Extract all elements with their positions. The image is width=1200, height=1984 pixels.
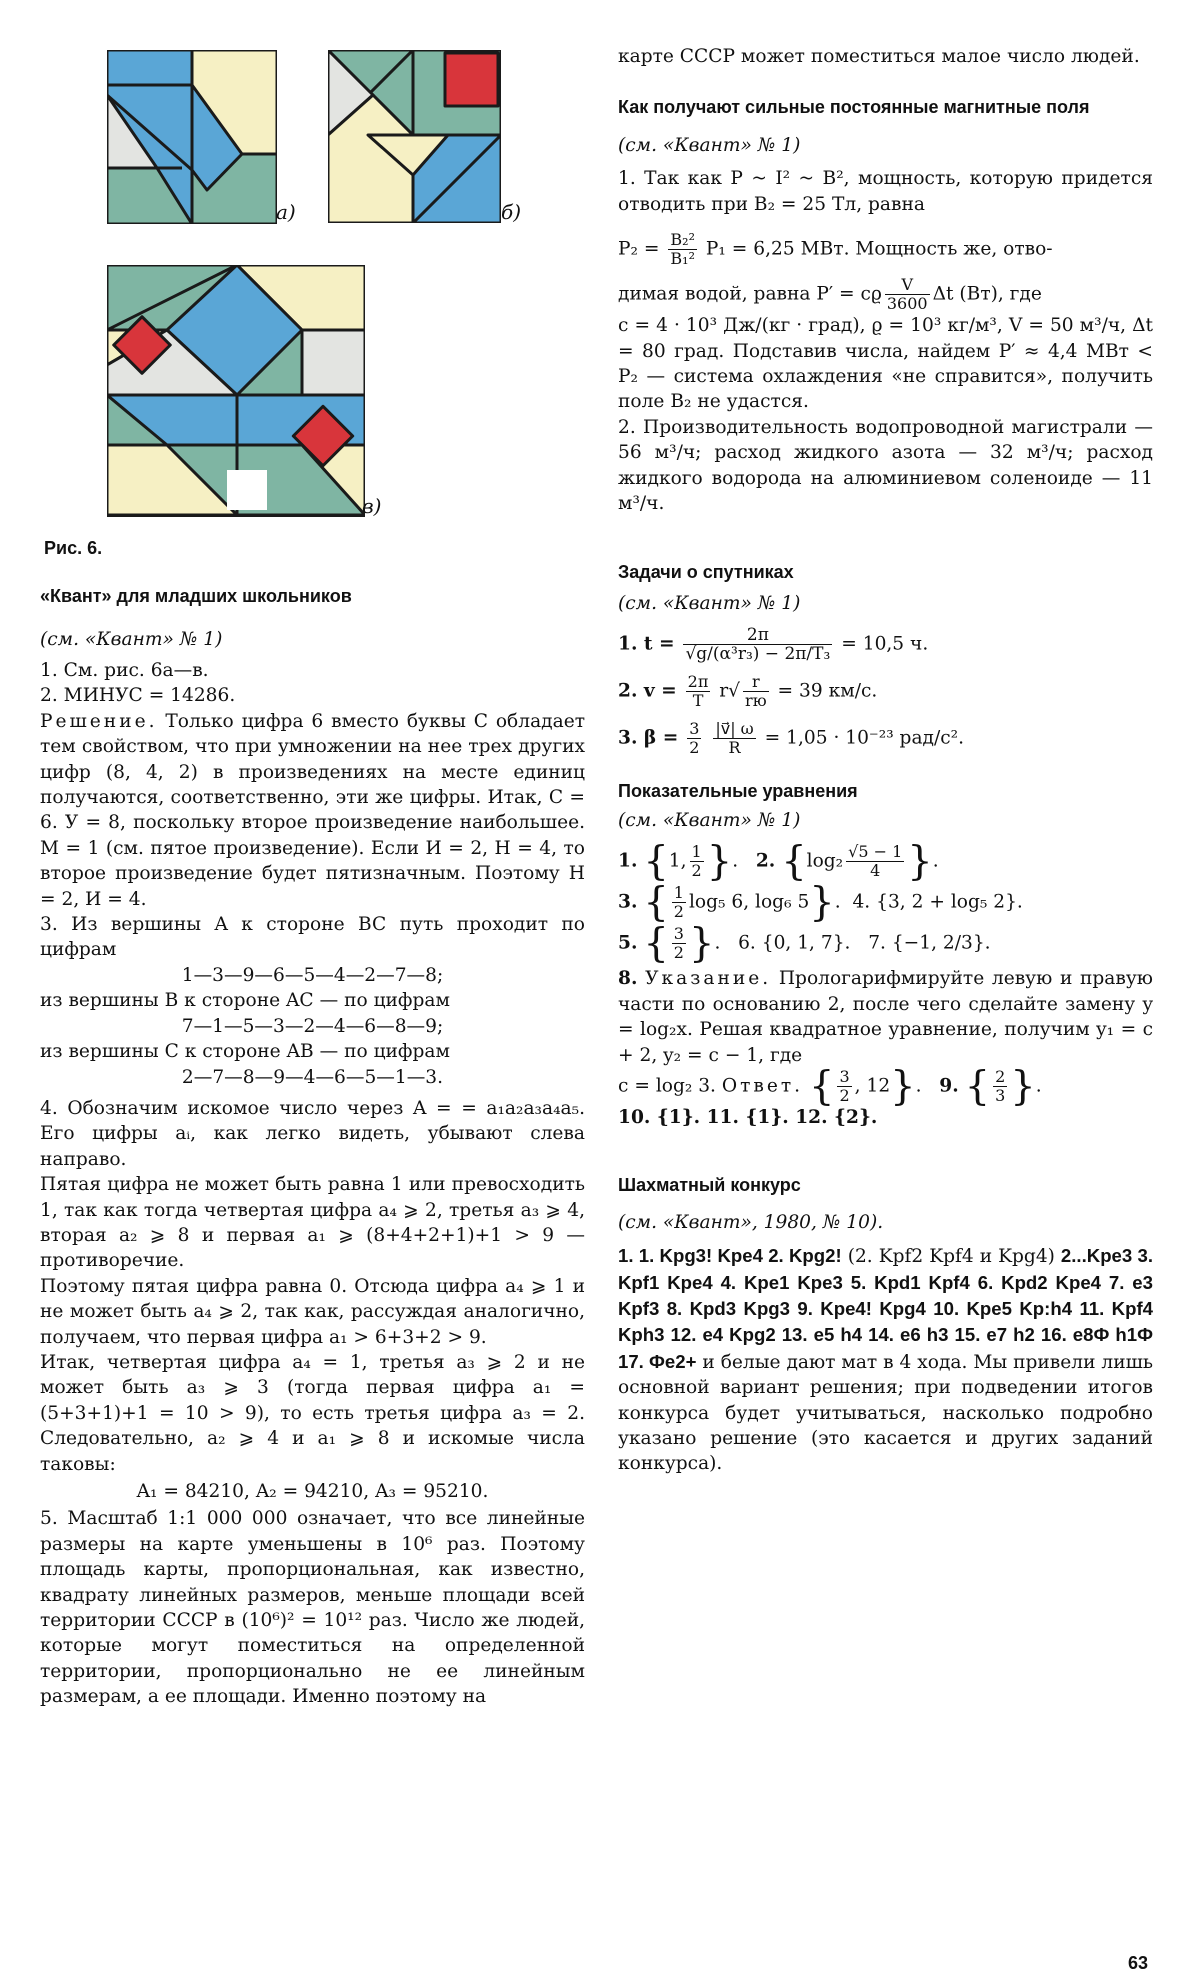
exp3-num: 3. [618,891,638,913]
sat3-num1: 3 [689,719,700,739]
exp8-fnum: 3 [839,1067,850,1087]
figure-c-label: в) [362,494,382,518]
sat2-rden: rю [745,691,767,711]
exp1-num: 1. [618,850,638,872]
exp2-fraction [846,843,904,880]
exp3-rest: log₅ 6, log₆ 5 [688,891,810,913]
answer-word: Ответ. [721,1075,804,1097]
ref-kvant-1: (см. «Квант» № 1) [40,629,223,650]
sat1-num: 2π [683,626,832,645]
exp5-fnum: 3 [673,924,684,944]
sat2-fraction [686,673,711,710]
satellite-1 [618,626,1153,663]
section-title-satellites: Задачи о спутниках [618,562,794,583]
path-1: 1—3—9—6—5—4—2—7—8; [181,964,444,986]
exp5-fraction [672,925,686,962]
exp-row-1: 1. {1, $\frac{1}{2}$ }. 2. {log₂ $\frac{√5 - 1}{4}$ }. [618,838,939,885]
exp4: 4. {3, 2 + log₅ 2}. [852,891,1023,913]
right-column [618,44,1153,1477]
close-brace-icon: } [809,879,835,926]
ref-exponential: (см. «Квант» № 1) [618,810,801,832]
chess-aside: (2. Kpf2 Kpf4 и Kpg4) [847,1246,1055,1268]
chess-moves-2: 2...Kpe3 3. Kpf1 Kpe4 4. Kpe1 Kpe3 5. Kpd1 Kpf4 6. Kpd2 Kpe4 7. e3 Kpf3 8. Kpd3 Kpg3 9. Kpe4! Kpg4 10. Kpe5 Kp:h4 11. Kpf4 Kph3 12. e4 Kpg2 13. e5 h4 14. e6 h3 15. e7 h2 16. e8Ф h1Ф 17. Фe2+ [618,1245,1153,1372]
exp2-fden: 4 [870,861,881,881]
close-brace-icon: } [688,920,715,967]
sat2-rnum: r [743,673,769,692]
answer-4: 4. Обозначим искомое число через A = = a₁a₂a₃a₄a₅. Его цифры aᵢ, как легко видеть, убывают слева направо. [40,1097,585,1170]
exp-row-2: 3. { $\frac{1}{2}$ log₅ 6, log₆ 5}. 4. {3, 2 + log₅ 2}. [618,879,1023,926]
open-brace-icon: { [643,879,669,926]
close-brace-icon: } [1010,1063,1036,1110]
close-brace-icon: } [706,838,733,885]
answer-4-digit3: Итак, четвертая цифра a₄ = 1, третья a₃ ⩾ 2 и не может быть a₃ ⩾ 3 (тогда первая цифра a₁ = (5+3+1)+1 = 10 > 9), то есть третья цифра a₃ = 2. Следовательно, a₂ ⩾ 4 и a₁ ⩾ 8 и искомые числа таковы: [40,1351,585,1475]
path-2-intro: из вершины B к стороне AC — по цифрам [40,990,450,1012]
answer-4-results: A₁ = 84210, A₂ = 94210, A₃ = 95210. [136,1481,489,1502]
magnetic-formula-p2 [618,231,1153,268]
answer-3: 3. Из вершины A к стороне BC путь проходит по цифрам [40,914,585,961]
answer-1: 1. См. рис. 6а—в. [40,660,209,681]
exp1-a: 1, [668,850,687,872]
hint-c: c = log₂ 3. [618,1075,716,1097]
continued-text: карте СССР может поместиться малое число людей. [618,46,1140,67]
sat2-rhs: = 39 км/с. [777,680,878,702]
sat3-den1: 2 [689,738,700,758]
exp3-fden: 2 [673,902,684,922]
exp1-fden: 2 [691,861,702,881]
ref-satellites: (см. «Квант» № 1) [618,593,801,615]
exp9-fnum: 2 [995,1067,1006,1087]
exp-answer-row: c = log₂ 3. Ответ. { $\frac{3}{2}$ , 12}. 9. { $\frac{2}{3}$ }. [618,1063,1042,1110]
pprime-a: димая водой, равна P′ = cϱ [618,283,882,305]
exp-10-12: 10. {1}. 11. {1}. 12. {2}. [618,1107,878,1129]
figure-b-label: б) [501,200,522,224]
sat3-lhs: 3. β = [618,727,679,749]
sat3-fraction-2 [713,720,755,757]
hint-word: Указание. [645,968,772,990]
pprime-den: 3600 [886,294,928,314]
sat3-num2: |v⃗| ω [715,719,754,739]
figure-c [107,265,365,517]
open-brace-icon: { [964,1063,991,1110]
close-brace-icon: } [890,1063,916,1110]
chess-moves-1: 1. 1. Kpg3! Kpe4 2. Kpg2! [618,1245,842,1267]
ref-chess: (см. «Квант», 1980, № 10). [618,1212,884,1234]
exp3-fnum: 1 [673,883,684,903]
p2-den: B₁² [670,249,695,269]
exp8-fden: 2 [839,1086,850,1106]
page-number: 63 [1128,1953,1149,1973]
pprime-b: Δt (Вт), где [932,283,1042,305]
exp9-fden: 3 [995,1086,1006,1106]
close-brace-icon: } [907,838,933,885]
sat2-num: 2π [687,672,709,692]
exp2-log: log₂ [806,850,844,872]
exp9-fraction [993,1068,1007,1105]
solution-paragraph [40,709,585,912]
exp5-fden: 2 [673,943,684,963]
sat2-root-fraction [743,673,769,710]
answer-5: 5. Масштаб 1:1 000 000 означает, что все линейные размеры на карте уменьшены в 10⁶ раз. Поэтому площадь карты, пропорциональная, как известно, квадрату линейных размеров, меньше площади всей территории СССР в (10⁶)² = 10¹² раз. Число же людей, которые могут поместиться на определенной территории, пропорционально не ее линейным размерам, а ее площади. Именно поэтому на [40,1508,585,1708]
answer-4-digit4: Поэтому пятая цифра равна 0. Отсюда цифра a₄ ⩾ 1 и не может быть a₄ ⩾ 2, так как, рассуждая аналогично, получаем, что первая цифра a₁ > 6+3+2 > 9. [40,1275,585,1348]
sat2-mid: r√ [719,680,741,702]
path-3: 2—7—8—9—4—6—5—1—3. [181,1066,444,1088]
answer-2: 2. МИНУС = 14286. [40,685,236,707]
exp3-fraction [672,884,686,921]
chess-conclusion: и белые дают мат в 4 хода. Мы привели лишь основной вариант решения; при подведении итогов конкурса будет учитываться, насколько подробно указано решение (это касается и других заданий конкурса). [618,1351,1153,1475]
exp-row-3: 5. { $\frac{3}{2}$ }. 6. {0, 1, 7}. 7. {−1, 2/3}. [618,920,991,967]
section-title-magnetic: Как получают сильные постоянные магнитные поля [618,97,1090,118]
figure-a [107,50,277,224]
solution-word: Решение. [40,710,158,732]
answer-4-digit5: Пятая цифра не может быть равна 1 или превосходить 1, так как тогда четвертая цифра a₄ ⩾ 2, третья a₃ ⩾ 4, вторая a₂ ⩾ 8 и первая a₁ ⩾ (8+4+2+1)+1 > 9 — противоречие. [40,1174,585,1272]
magnetic-1: 1. Так как P ~ I² ~ B², мощность, которую придется отводить при B₂ = 25 Тл, равна [618,168,1153,215]
sat3-den2: R [728,738,741,758]
open-brace-icon: { [643,838,669,885]
exp6: 6. {0, 1, 7}. [738,932,851,954]
figure-a-label: а) [276,200,296,224]
path-2: 7—1—5—3—2—4—6—8—9; [181,1015,444,1037]
satellite-3 [618,720,1153,757]
exp-hint [618,966,1153,1068]
sat1-lhs: 1. t = [618,633,675,655]
exp7: 7. {−1, 2/3}. [868,932,991,954]
sat2-den: T [692,691,704,711]
magnetic-2: 2. Производительность водопроводной магистрали — 56 м³/ч; расход жидкого азота — 32 м³/ч; расход жидкого водорода на алюминиевом соленоиде — 11 м³/ч. [618,416,1153,515]
open-brace-icon: { [781,838,807,885]
hint-lead: 8. [618,968,638,990]
exp1-fnum: 1 [691,842,702,862]
exp8-fraction [837,1068,851,1105]
p2-num: B₂² [670,230,695,250]
exp9-num: 9. [939,1075,959,1097]
exp8-b: 12 [866,1075,891,1097]
hint-text: Прологарифмируйте левую и правую части по основанию 2, после чего сделайте замену y = log₂x. Решая квадратное уравнение, получим y₁ = c + 2, y₂ = c − 1, где [618,968,1153,1066]
open-brace-icon: { [809,1063,835,1110]
exp2-num: 2. [755,850,776,872]
section-title-exponential: Показательные уравнения [618,781,858,802]
p2-fraction [668,231,697,268]
sat2-lhs: 2. v = [618,680,677,702]
path-3-intro: из вершины C к стороне AB — по цифрам [40,1041,450,1063]
section-title-chess: Шахматный конкурс [618,1175,801,1196]
magnetic-formula-pprime [618,276,1153,313]
satellite-2 [618,673,1153,710]
pprime-fraction [885,276,930,313]
left-column [40,586,585,1710]
p2-rest: P₁ = 6,25 МВт. Мощность же, отво- [705,238,1053,260]
figure-b [328,50,501,223]
exp5-num: 5. [618,932,638,954]
figure-caption: Рис. 6. [44,538,103,558]
sat1-den: √g/(α³r₃) − 2π/T₃ [685,644,831,665]
exp2-fnum: √5 − 1 [848,842,903,862]
section-title-kvant-juniors: «Квант» для младших школьников [40,586,352,606]
open-brace-icon: { [643,920,669,967]
exp1-fraction [690,843,704,880]
ref-magnetic: (см. «Квант» № 1) [618,135,801,157]
sat3-fraction-1 [687,720,701,757]
magnetic-values: c = 4 · 10³ Дж/(кг · град), ϱ = 10³ кг/м³, V = 50 м³/ч, Δt = 80 град. Подставив числа, найдем P′ ≈ 4,4 МВт < P₂ — система охлаждения «не справится», получить поле B₂ не удастся. [618,315,1153,413]
pprime-num: V [885,276,930,295]
chess-solution [618,1243,1153,1477]
solution-text: Только цифра 6 вместо буквы С обладает тем свойством, что при умножении на нее трех других цифр (8, 4, 2) в произведениях на месте единиц получаются, соответственно, эти же цифры. Итак, С = 6. У = 8, поскольку второе произведение наибольшее. М = 1 (см. пятое произведение). Если И = 2, Н = 4, то второе произведение будет пятизначным. Поэтому Н = 2, И = 4. [40,710,585,910]
sat1-fraction [683,626,832,663]
p2-lhs: P₂ = [618,238,660,260]
sat3-rhs: = 1,05 · 10⁻²³ рад/с². [764,727,965,749]
sat1-rhs: = 10,5 ч. [841,633,929,655]
